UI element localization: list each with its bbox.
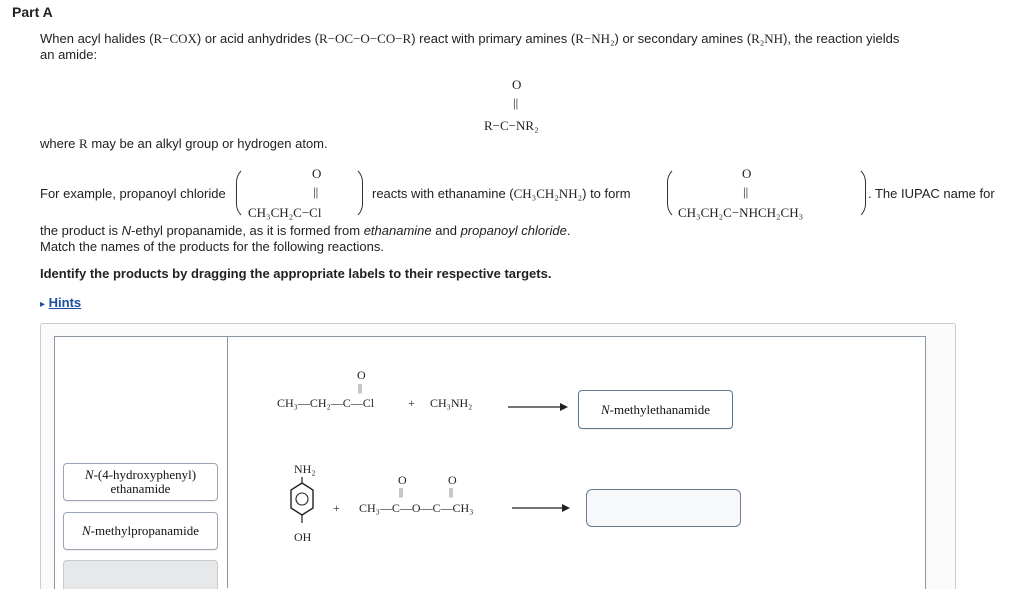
rxn2-drop-target[interactable] bbox=[586, 489, 741, 527]
example-middle-a: reacts with ethanamine ( bbox=[372, 186, 514, 201]
hints-link[interactable]: Hints bbox=[48, 295, 82, 310]
product-line-c: ethanamine bbox=[363, 223, 432, 238]
rxn2-carbonyl-o-right: O bbox=[448, 473, 457, 487]
product-name-line bbox=[40, 223, 570, 239]
part-title: Part A bbox=[12, 4, 53, 20]
rxn2-double-bond-right: || bbox=[449, 487, 454, 498]
amide-double-bond: || bbox=[513, 95, 519, 110]
rxn2-arrow bbox=[512, 502, 570, 514]
example-middle bbox=[372, 186, 631, 202]
rxn1-plus: + bbox=[408, 396, 415, 410]
where-r: R bbox=[79, 136, 88, 151]
rxn1-target-label: N-methylethanamide bbox=[600, 401, 711, 417]
rxn1-arrow bbox=[508, 401, 568, 413]
rxn2-acetic-anhydride: CH₃—C—O—C—CH₃ bbox=[359, 501, 474, 515]
intro-line2: an amide: bbox=[40, 47, 98, 62]
label-hydroxyphenyl-ethanamide[interactable] bbox=[63, 463, 218, 501]
chloride-carbonyl-o: O bbox=[312, 166, 322, 181]
product-line-n: N bbox=[121, 223, 132, 238]
rxn2-plus: + bbox=[333, 501, 340, 515]
rxn2-benzene-ring bbox=[287, 477, 317, 525]
label-1-line2: ethanamide bbox=[110, 481, 171, 496]
product-formula: CH₃CH₂C−NHCH₂CH₃ bbox=[678, 205, 804, 220]
label-2-text: N-methylpropanamide bbox=[82, 523, 199, 538]
amide-carbonyl-o: O bbox=[512, 77, 522, 92]
label-panel-divider bbox=[227, 336, 228, 588]
intro-text-e: ), the reaction yields bbox=[783, 31, 900, 46]
product-line-e: propanoyl chloride bbox=[460, 223, 567, 238]
intro-text-a: When acyl halides ( bbox=[40, 31, 154, 46]
label-1-line1: N-(4-hydroxyphenyl) bbox=[84, 467, 197, 482]
rxn1-target-filled[interactable] bbox=[578, 390, 733, 429]
secondary-amine-formula: R₂NH bbox=[751, 31, 784, 46]
where-text-b: may be an alkyl group or hydrogen atom. bbox=[87, 136, 328, 151]
amide-formula: R−C−NR₂ bbox=[484, 118, 539, 133]
where-line bbox=[40, 136, 328, 152]
chloride-double-bond: || bbox=[313, 184, 319, 199]
intro-text-c: ) react with primary amines ( bbox=[411, 31, 576, 46]
rxn2-double-bond-left: || bbox=[399, 487, 404, 498]
rxn2-carbonyl-o-left: O bbox=[398, 473, 407, 487]
product-line-a: the product is bbox=[40, 223, 122, 238]
rxn1-double-bond: || bbox=[358, 383, 363, 394]
example-middle-b: ) to form bbox=[582, 186, 631, 201]
example-lead: For example, propanoyl chloride bbox=[40, 186, 226, 201]
acyl-halide-formula: R−COX bbox=[153, 31, 197, 46]
hints-toggle[interactable] bbox=[40, 295, 81, 310]
intro-text-d: ) or secondary amines ( bbox=[614, 31, 752, 46]
intro-text-b: ) or acid anhydrides ( bbox=[196, 31, 320, 46]
product-line-b: -ethyl propanamide, as it is formed from bbox=[131, 223, 364, 238]
rxn1-acyl-chloride: CH₃—CH₂—C—Cl bbox=[277, 396, 375, 410]
example-tail: . The IUPAC name for bbox=[868, 186, 995, 201]
hints-arrow-icon: ▸ bbox=[40, 299, 46, 310]
anhydride-formula: R−OC−O−CO−R bbox=[319, 31, 412, 46]
instruction: Identify the products by dragging the appropriate labels to their respective targets. bbox=[40, 266, 552, 281]
product-double-bond: || bbox=[743, 184, 749, 199]
rxn1-methylamine: CH₃NH₂ bbox=[430, 396, 473, 410]
intro-paragraph bbox=[40, 31, 1015, 47]
primary-amine-formula: R−NH₂ bbox=[575, 31, 615, 46]
product-line-f: . bbox=[566, 223, 571, 238]
rxn1-carbonyl-o: O bbox=[357, 368, 366, 382]
ethanamine-formula: CH₃CH₂NH₂ bbox=[513, 186, 583, 201]
rxn2-nh2: NH₂ bbox=[294, 462, 316, 476]
where-text-a: where bbox=[40, 136, 80, 151]
rxn2-oh: OH bbox=[294, 530, 312, 544]
match-line: Match the names of the products for the following reactions. bbox=[40, 239, 384, 254]
product-line-d: and bbox=[431, 223, 461, 238]
product-carbonyl-o: O bbox=[742, 166, 752, 181]
label-slot-empty bbox=[63, 560, 218, 589]
propanoyl-chloride-formula: CH₃CH₂C−Cl bbox=[248, 205, 322, 220]
label-methylpropanamide[interactable] bbox=[63, 512, 218, 550]
